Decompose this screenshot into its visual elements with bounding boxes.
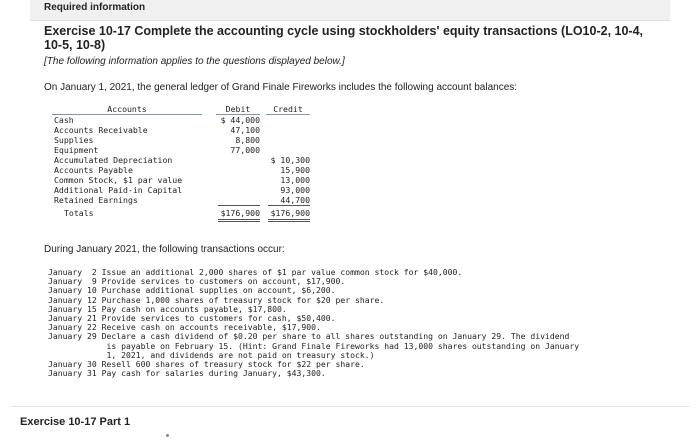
debit-value: $ 44,000 bbox=[220, 115, 260, 125]
col-header-debit: Debit bbox=[216, 104, 260, 115]
dot-marker bbox=[166, 434, 169, 437]
transaction-line: January 12 Purchase 1,000 shares of treasury stock for $20 per share. bbox=[48, 294, 385, 305]
credit-value: 44,700 bbox=[280, 195, 310, 205]
debit-value: 47,100 bbox=[230, 125, 260, 135]
transactions-intro: During January 2021, the following transactions occur: bbox=[44, 244, 285, 255]
credit-value: 13,000 bbox=[280, 175, 310, 185]
debit-value: 77,000 bbox=[230, 145, 260, 155]
transaction-line: January 10 Purchase additional supplies on account, $6,200. bbox=[48, 285, 336, 296]
ledger-row bbox=[52, 145, 310, 155]
credit-total: $176,900 bbox=[270, 208, 310, 218]
account-name: Additional Paid-in Capital bbox=[54, 185, 183, 195]
ledger-row bbox=[52, 135, 310, 145]
ledger-row bbox=[52, 185, 310, 195]
ledger-row bbox=[52, 175, 310, 185]
required-info-label: Required information bbox=[44, 2, 146, 13]
part-title: Exercise 10-17 Part 1 bbox=[20, 416, 131, 428]
credit-value: 15,900 bbox=[280, 165, 310, 175]
transaction-line: January 21 Provide services to customers for cash, $50,400. bbox=[48, 313, 336, 324]
col-header-accounts: Accounts bbox=[52, 104, 202, 115]
ledger-row bbox=[52, 115, 310, 125]
debit-subtotal-rule bbox=[218, 205, 260, 206]
credit-total-rule bbox=[268, 219, 310, 222]
transaction-line: January 29 Declare a cash dividend of $0.20 per share to all shares outstanding on January 29. The dividend bbox=[48, 331, 570, 342]
transaction-line: is payable on February 15. (Hint: Grand Finale Fireworks had 13,000 shares outstanding on January bbox=[48, 340, 580, 351]
section-divider bbox=[10, 406, 690, 407]
transaction-line: 1, 2021, and dividends are not paid on treasury stock.) bbox=[48, 349, 375, 360]
ledger-row bbox=[52, 195, 310, 205]
account-name: Accounts Payable bbox=[54, 165, 133, 175]
transactions-list bbox=[48, 268, 648, 378]
ledger-row bbox=[52, 155, 310, 165]
account-name: Retained Earnings bbox=[54, 195, 138, 205]
account-name: Equipment bbox=[54, 145, 99, 155]
transaction-line: January 9 Provide services to customers on account, $17,900. bbox=[48, 276, 346, 287]
ledger-row bbox=[52, 165, 310, 175]
account-name: Common Stock, $1 par value bbox=[54, 175, 183, 185]
transaction-line: January 31 Pay cash for salaries during January, $43,300. bbox=[48, 368, 326, 379]
ledger-table bbox=[52, 104, 310, 222]
exercise-title: Exercise 10-17 Complete the accounting cycle using stockholders' equity transactions (LO10-2, 10-4, 10-5, 10-8) bbox=[44, 24, 644, 52]
account-name: Supplies bbox=[54, 135, 94, 145]
credit-subtotal-rule bbox=[268, 205, 310, 206]
debit-total-rule bbox=[218, 219, 260, 222]
credit-value: 93,000 bbox=[280, 185, 310, 195]
transaction-line: January 15 Pay cash on accounts payable, $17,800. bbox=[48, 303, 287, 314]
intro-text: On January 1, 2021, the general ledger of Grand Finale Fireworks includes the following account balances: bbox=[44, 82, 518, 93]
credit-value: $ 10,300 bbox=[270, 155, 310, 165]
totals-label: Totals bbox=[64, 208, 94, 218]
account-name: Cash bbox=[54, 115, 74, 125]
ledger-row bbox=[52, 125, 310, 135]
col-header-credit: Credit bbox=[266, 104, 310, 115]
ledger-totals-row bbox=[52, 208, 310, 218]
account-name: Accounts Receivable bbox=[54, 125, 148, 135]
instruction-note: [The following information applies to the questions displayed below.] bbox=[44, 56, 345, 67]
debit-total: $176,900 bbox=[220, 208, 260, 218]
debit-value: 8,800 bbox=[235, 135, 260, 145]
transaction-line: January 2 Issue an additional 2,000 shares of $1 par value common stock for $40,000. bbox=[48, 267, 463, 277]
transaction-line: January 30 Resell 600 shares of treasury stock for $22 per share. bbox=[48, 359, 365, 370]
account-name: Accumulated Depreciation bbox=[54, 155, 173, 165]
transaction-line: January 22 Receive cash on accounts receivable, $17,900. bbox=[48, 322, 321, 333]
